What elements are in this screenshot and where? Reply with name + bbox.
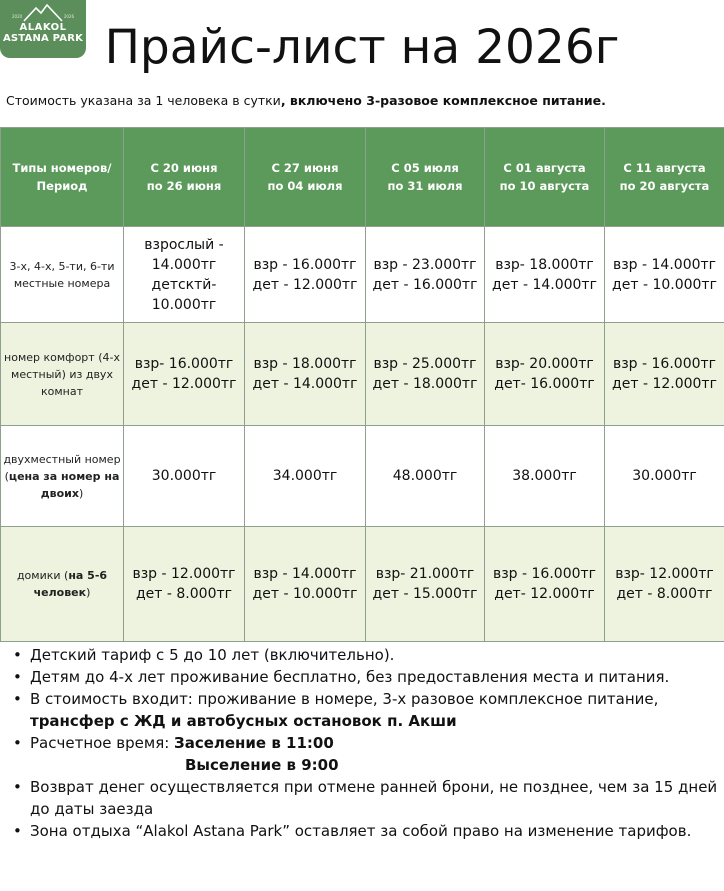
- room-type-tail: ): [86, 586, 91, 599]
- header-period-3: [366, 128, 485, 227]
- price-cell: [124, 323, 245, 426]
- room-type: [1, 426, 124, 527]
- header-type-line1: Типы номеров/: [12, 161, 112, 175]
- note-included-text: В стоимость входит: проживание в номере, 3-х разовое комплексное питание,: [30, 690, 659, 708]
- room-type-text: домики (: [16, 569, 69, 582]
- child-price: дет - 14.000тг: [492, 276, 597, 293]
- room-price: 30.000тг: [632, 468, 697, 484]
- note-included: [30, 688, 724, 732]
- page-title: Прайс-лист на 2026г: [104, 20, 620, 75]
- price-cell: [605, 426, 724, 527]
- adult-price: взр- 20.000тг: [495, 356, 594, 372]
- child-price: дет - 12.000тг: [131, 376, 237, 392]
- room-type: [1, 323, 124, 426]
- checkin-time: Заселение в 11:00: [174, 734, 334, 752]
- header-period-to: по 10 августа: [499, 179, 590, 193]
- price-cell: [366, 527, 485, 642]
- price-cell: [485, 426, 605, 527]
- price-cell: [485, 227, 605, 323]
- room-type-bold: цена за номер на двоих: [8, 469, 120, 500]
- price-line: детсктй-: [151, 276, 217, 293]
- header-period-4: [485, 128, 605, 227]
- price-cell: [605, 227, 724, 323]
- header-row: [1, 128, 724, 227]
- price-cell: [605, 527, 724, 642]
- price-line: 10.000тг: [151, 296, 217, 313]
- logo-year-left: 2020: [12, 14, 23, 19]
- price-cell: [245, 323, 366, 426]
- room-type-text: номер комфорт (4-х местный) из двух комнат: [4, 350, 120, 398]
- header-period-from: С 05 июля: [391, 161, 459, 175]
- room-type: [1, 527, 124, 642]
- price-cell: [366, 426, 485, 527]
- price-cell: [124, 527, 245, 642]
- subtitle-bold: , включено 3-разовое комплексное питание.: [280, 93, 606, 108]
- note-child-tariff: • Детский тариф с 5 до 10 лет (включительно).: [30, 644, 724, 666]
- subtitle-plain: Стоимость указана за 1 человека в сутки: [6, 93, 281, 108]
- price-line: 14.000тг: [151, 256, 217, 273]
- header-period-to: по 20 августа: [619, 179, 710, 193]
- room-type-text: двухместный номер (: [3, 452, 121, 483]
- header-type: [1, 128, 124, 227]
- room-price: 34.000тг: [272, 468, 338, 484]
- price-cell: [245, 527, 366, 642]
- note-refund: • Возврат денег осуществляется при отмене ранней брони, не позднее, чем за 15 дней до даты заезда: [30, 776, 724, 820]
- room-type-tail: ): [78, 486, 84, 500]
- adult-price: взр- 12.000тг: [615, 566, 714, 582]
- price-table: [0, 127, 724, 642]
- price-cell: [485, 323, 605, 426]
- logo-year-right: 2026: [63, 14, 74, 19]
- adult-price: взр- 21.000тг: [375, 566, 475, 582]
- header-period-from: С 01 августа: [503, 161, 586, 175]
- note-transfer: трансфер с ЖД и автобусных остановок п. Акши: [30, 712, 457, 730]
- header-period-from: С 27 июня: [271, 161, 339, 175]
- child-price: дет - 15.000тг: [372, 586, 478, 602]
- header-period-from: С 20 июня: [150, 161, 218, 175]
- child-price: дет - 16.000тг: [372, 276, 478, 293]
- child-price: дет - 14.000тг: [252, 376, 358, 392]
- adult-price: взр - 16.000тг: [492, 566, 597, 582]
- child-price: дет - 18.000тг: [372, 376, 478, 392]
- adult-price: взр - 25.000тг: [373, 356, 477, 372]
- price-cell: [605, 323, 724, 426]
- adult-price: взр - 12.000тг: [132, 566, 236, 582]
- note-tariff-change: • Зона отдыха “Alakol Astana Park” оставляет за собой право на изменение тарифов.: [30, 820, 724, 842]
- header-period-5: [605, 128, 724, 227]
- child-price: дет - 8.000тг: [616, 586, 713, 602]
- child-price: дет - 12.000тг: [252, 276, 358, 293]
- room-type-text: 3-х, 4-х, 5-ти, 6-ти местные номера: [9, 259, 115, 290]
- header-period-to: по 26 июня: [146, 179, 222, 193]
- table-row: [1, 527, 724, 642]
- note-checkin-time: [30, 732, 724, 776]
- price-cell: [366, 323, 485, 426]
- price-cell: [245, 227, 366, 323]
- adult-price: взр- 18.000тг: [495, 256, 594, 273]
- child-price: дет - 12.000тг: [612, 376, 717, 392]
- logo-line2: ASTANA PARK: [2, 33, 84, 44]
- room-price: 38.000тг: [512, 468, 577, 484]
- room-price: 48.000тг: [392, 468, 458, 484]
- header-period-from: С 11 августа: [623, 161, 706, 175]
- header-period-1: [124, 128, 245, 227]
- child-price: дет - 8.000тг: [136, 586, 232, 602]
- header-period-to: по 04 июля: [267, 179, 343, 193]
- room-type-bold: на 5-6 человек: [33, 569, 108, 599]
- adult-price: взр- 16.000тг: [134, 356, 234, 372]
- adult-price: взр - 18.000тг: [253, 356, 357, 372]
- child-price: дет - 10.000тг: [612, 276, 717, 293]
- table-row: [1, 227, 724, 323]
- price-cell: [366, 227, 485, 323]
- price-cell: [124, 227, 245, 323]
- adult-price: взр - 14.000тг: [612, 256, 717, 273]
- adult-price: взр - 16.000тг: [612, 356, 717, 372]
- price-cell: [245, 426, 366, 527]
- price-cell: [124, 426, 245, 527]
- logo-line1: ALAKOL: [19, 22, 67, 33]
- child-price: дет - 10.000тг: [252, 586, 358, 602]
- table-row: [1, 323, 724, 426]
- header-type-line2: Период: [36, 179, 88, 193]
- notes-list: [0, 644, 724, 842]
- price-cell: [485, 527, 605, 642]
- note-checkin-label: Расчетное время:: [30, 734, 175, 752]
- subtitle: [6, 93, 606, 108]
- adult-price: взр - 14.000тг: [253, 566, 357, 582]
- room-type: [1, 227, 124, 323]
- note-free-under-4: • Детям до 4-х лет проживание бесплатно, без предоставления места и питания.: [30, 666, 724, 688]
- price-line: взрослый -: [144, 236, 224, 253]
- table-row: [1, 426, 724, 527]
- room-price: 30.000тг: [151, 468, 217, 484]
- child-price: дет- 16.000тг: [494, 376, 595, 392]
- checkout-time: Выселение в 9:00: [185, 756, 339, 774]
- header-period-2: [245, 128, 366, 227]
- adult-price: взр - 23.000тг: [373, 256, 477, 273]
- child-price: дет- 12.000тг: [494, 586, 595, 602]
- adult-price: взр - 16.000тг: [253, 256, 357, 273]
- header-period-to: по 31 июля: [387, 179, 463, 193]
